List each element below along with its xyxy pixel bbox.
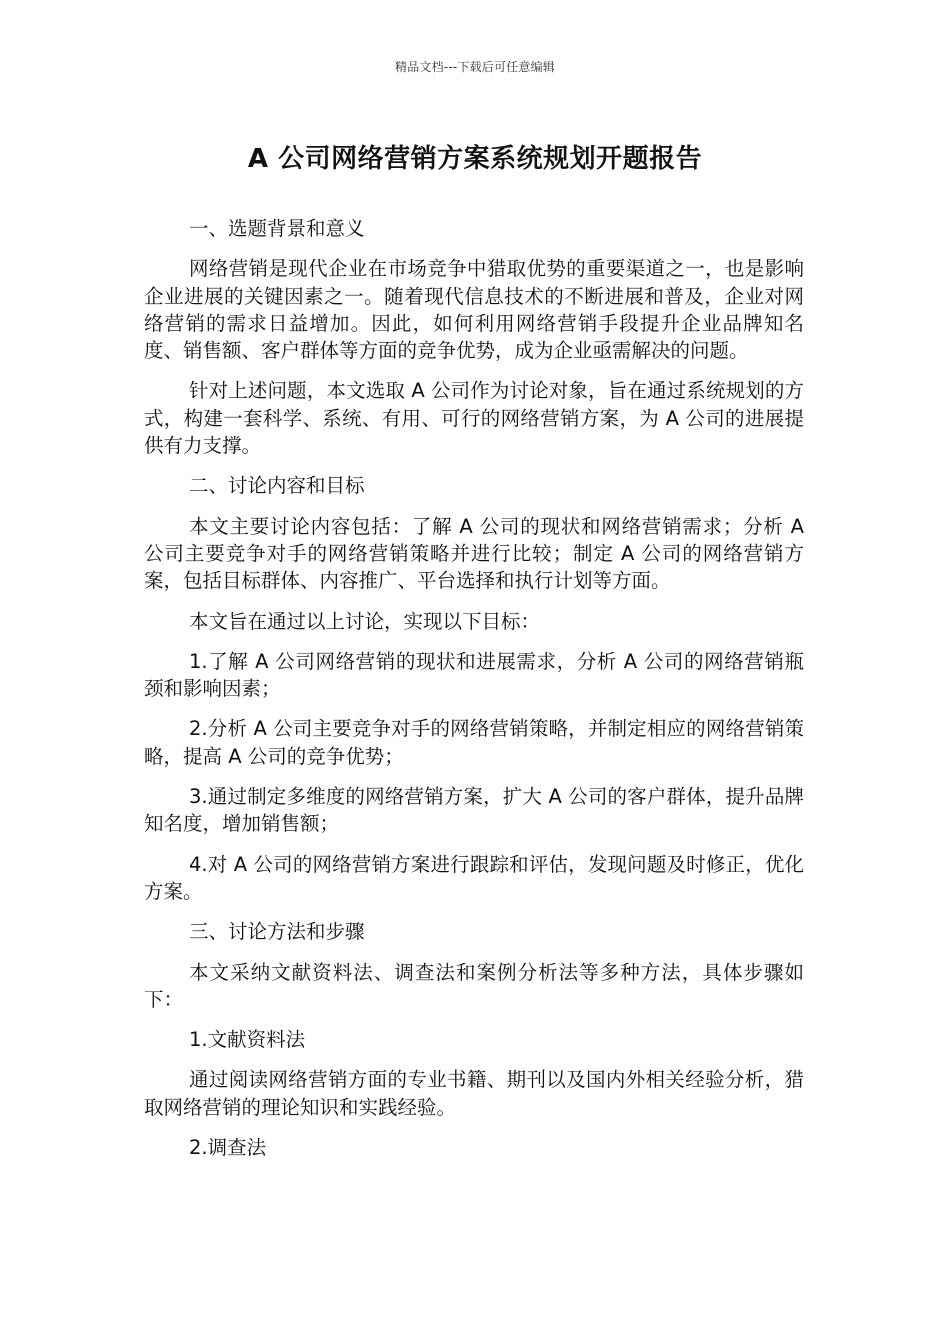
- subheading-survey-method: 2.调查法: [189, 1136, 267, 1160]
- paragraph: 本文旨在通过以上讨论，实现以下目标：: [189, 609, 541, 633]
- document-body: [144, 215, 804, 1174]
- paragraph: 针对上述问题，本文选取 A 公司作为讨论对象，旨在通过系统规划的方式，构建一套科学、系统、有用、可行的网络营销方案，为 A 公司的进展提供有力支撑。: [144, 379, 804, 458]
- list-item: 4.对 A 公司的网络营销方案进行跟踪和评估，发现问题及时修正，优化方案。: [144, 852, 804, 903]
- list-item: 3.通过制定多维度的网络营销方案，扩大 A 公司的客户群体，提升品牌知名度，增加销售额；: [144, 785, 804, 836]
- paragraph: 本文主要讨论内容包括：了解 A 公司的现状和网络营销需求；分析 A 公司主要竞争对手的网络营销策略并进行比较；制定 A 公司的网络营销方案，包括目标群体、内容推广、平台选择和执行计划等方面。: [144, 514, 804, 593]
- subheading-literature-method: 1.文献资料法: [189, 1028, 306, 1052]
- paragraph: 网络营销是现代企业在市场竞争中猎取优势的重要渠道之一，也是影响企业进展的关键因素之一。随着现代信息技术的不断进展和普及，企业对网络营销的需求日益增加。因此，如何利用网络营销手段提升企业品牌知名度、销售额、客户群体等方面的竞争优势，成为企业亟需解决的问题。: [144, 257, 804, 363]
- section-heading-background: 一、选题背景和意义: [189, 217, 365, 240]
- paragraph: 通过阅读网络营销方面的专业书籍、期刊以及国内外相关经验分析，猎取网络营销的理论知识和实践经验。: [144, 1068, 804, 1119]
- header-note: 精品文档---下载后可任意编辑: [395, 60, 555, 74]
- section-heading-methods: 三、讨论方法和步骤: [189, 920, 365, 944]
- section-heading-content-goals: 二、讨论内容和目标: [189, 474, 365, 498]
- document-title: A 公司网络营销方案系统规划开题报告: [247, 144, 703, 174]
- paragraph: 本文采纳文献资料法、调查法和案例分析法等多种方法，具体步骤如下：: [144, 960, 804, 1011]
- list-item: 1.了解 A 公司网络营销的现状和进展需求，分析 A 公司的网络营销瓶颈和影响因素；: [144, 649, 804, 701]
- list-item: 2.分析 A 公司主要竞争对手的网络营销策略，并制定相应的网络营销策略，提高 A 公司的竞争优势；: [144, 717, 804, 768]
